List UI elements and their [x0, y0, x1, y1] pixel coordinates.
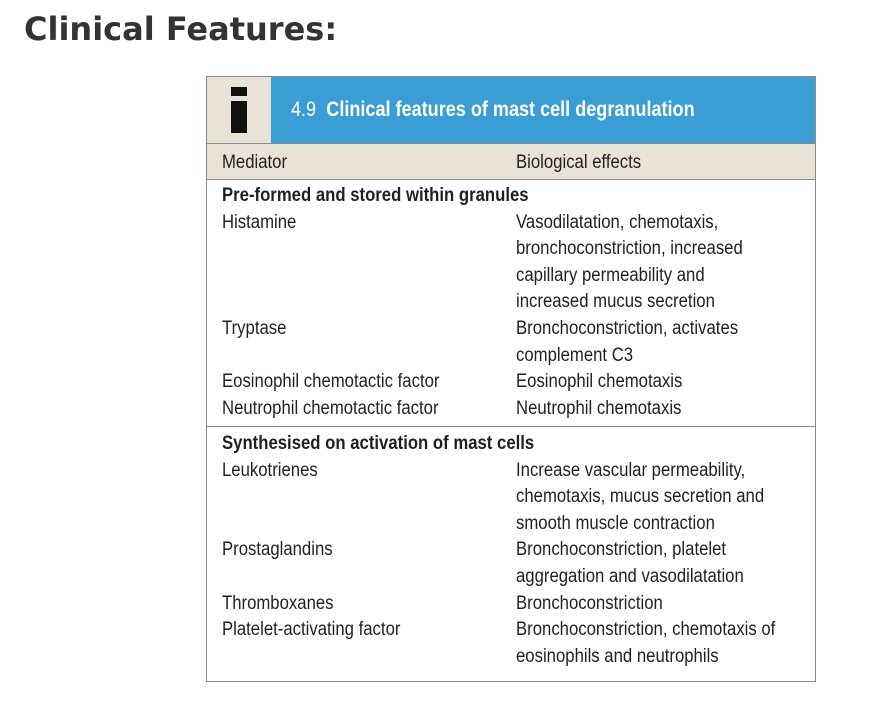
box-title — [291, 98, 695, 122]
mediator-cell: Platelet-activating factor — [222, 619, 401, 641]
column-header-effects: Biological effects — [516, 152, 642, 173]
section-heading: Synthesised on activation of mast cells — [222, 433, 535, 454]
effect-cell-line: smooth muscle contraction — [516, 512, 715, 534]
mediator-cell: Eosinophil chemotactic factor — [222, 371, 440, 393]
effect-cell-line: capillary permeability and — [516, 264, 705, 286]
mediator-cell: Thromboxanes — [222, 592, 334, 614]
effect-cell-line: Neutrophil chemotaxis — [516, 397, 682, 419]
mediator-cell: Leukotrienes — [222, 459, 318, 481]
mediator-cell: Tryptase — [222, 318, 287, 339]
box-header — [207, 77, 815, 143]
mediator-cell: Prostaglandins — [222, 539, 333, 561]
effect-cell-line: increased mucus secretion — [516, 291, 715, 313]
effect-cell-line: Vasodilatation, chemotaxis, — [516, 211, 719, 233]
effect-cell-line: Bronchoconstriction, activates — [516, 318, 739, 339]
column-header-mediator: Mediator — [222, 152, 288, 173]
effect-cell-line: Bronchoconstriction — [516, 592, 663, 614]
box-title-text: Clinical features of mast cell degranulation — [326, 98, 695, 121]
info-tab — [207, 77, 271, 143]
info-icon — [231, 87, 247, 133]
page-heading: Clinical Features: — [24, 10, 338, 48]
section-heading: Pre-formed and stored within granules — [222, 185, 529, 206]
effect-cell-line: chemotaxis, mucus secretion and — [516, 486, 765, 508]
effect-cell-line: complement C3 — [516, 344, 634, 366]
mediator-cell: Neutrophil chemotactic factor — [222, 397, 439, 419]
box-number: 4.9 — [291, 98, 317, 121]
effect-cell-line: aggregation and vasodilatation — [516, 566, 744, 587]
effect-cell-line: Eosinophil chemotaxis — [516, 371, 683, 393]
effect-cell-line: eosinophils and neutrophils — [516, 645, 719, 667]
mediator-cell: Histamine — [222, 211, 297, 233]
effect-cell-line: Bronchoconstriction, platelet — [516, 539, 727, 561]
info-box — [206, 76, 816, 682]
section-divider — [207, 426, 815, 427]
effect-cell-line: Bronchoconstriction, chemotaxis of — [516, 619, 776, 641]
effect-cell-line: bronchoconstriction, increased — [516, 238, 743, 260]
effect-cell-line: Increase vascular permeability, — [516, 459, 746, 481]
title-bar — [271, 77, 815, 143]
column-header-row — [207, 143, 815, 180]
